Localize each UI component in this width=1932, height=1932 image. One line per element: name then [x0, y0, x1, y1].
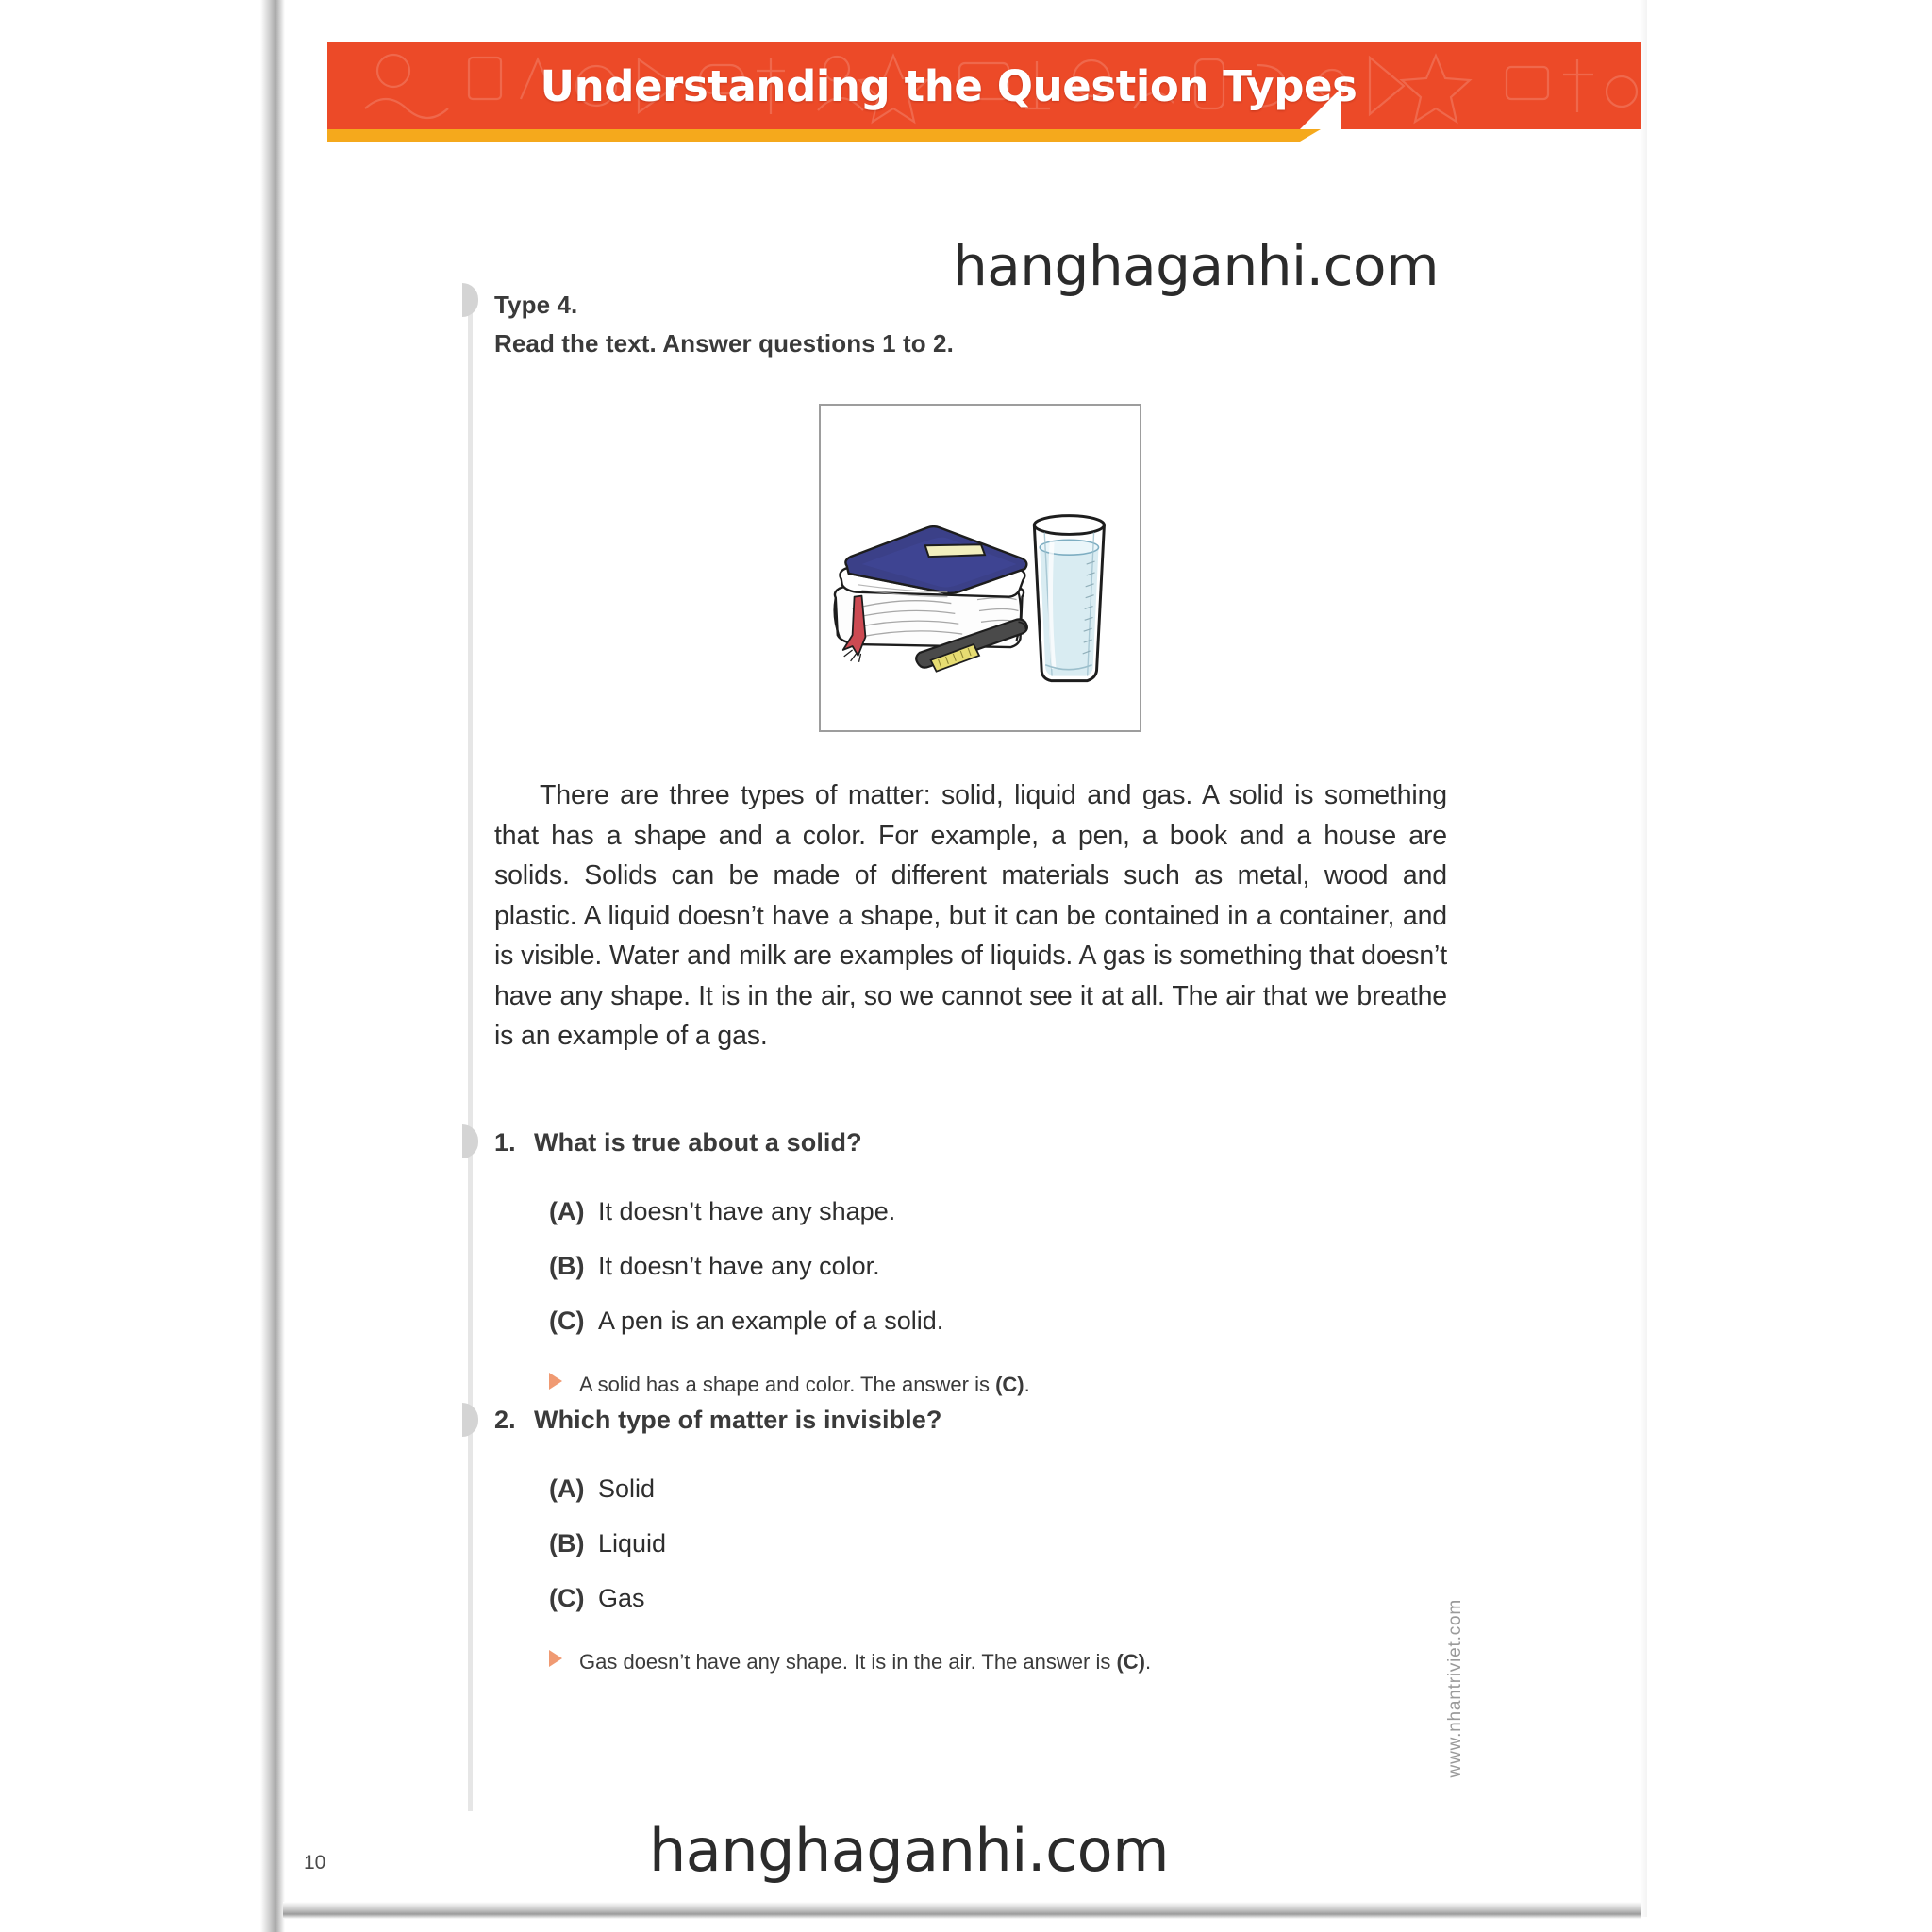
option-c-text: A pen is an example of a solid. [598, 1307, 944, 1335]
option-b[interactable] [549, 1522, 1447, 1565]
option-c-key: (C) [549, 1307, 585, 1335]
question-2-title [494, 1406, 1447, 1435]
question-1-explanation [494, 1369, 1447, 1401]
question-1-text: What is true about a solid? [534, 1128, 862, 1157]
option-b[interactable] [549, 1244, 1447, 1288]
glass-of-water-icon [1034, 516, 1104, 681]
question-2-answer-key: (C) [1116, 1650, 1146, 1674]
type-heading-block [494, 286, 954, 363]
watermark-bottom: hanghaganhi.com [649, 1816, 1170, 1885]
option-a-text: It doesn’t have any shape. [598, 1197, 896, 1225]
question-1-number: 1. [494, 1128, 516, 1157]
section-tab-q2 [462, 1403, 478, 1437]
question-1-options [494, 1190, 1447, 1342]
books-and-glass-illustration [821, 406, 1140, 730]
question-1-explanation-text: A solid has a shape and color. The answer is (C). [579, 1373, 1030, 1396]
question-1-answer-key: (C) [995, 1373, 1024, 1396]
type-label: Type 4. [494, 291, 578, 319]
option-c[interactable] [549, 1576, 1447, 1620]
question-1 [494, 1128, 1447, 1401]
question-2-explanation [494, 1646, 1447, 1678]
page-title: Understanding the Question Types [540, 60, 1357, 111]
question-2-options [494, 1467, 1447, 1620]
section-tab-q1 [462, 1124, 478, 1158]
option-a-key: (A) [549, 1474, 585, 1503]
triangle-bullet-icon [549, 1650, 562, 1667]
option-a[interactable] [549, 1190, 1447, 1233]
question-2-explanation-text: Gas doesn’t have any shape. It is in the air. The answer is (C). [579, 1650, 1152, 1674]
triangle-bullet-icon [549, 1373, 562, 1390]
option-a-key: (A) [549, 1197, 585, 1225]
passage-figure [819, 404, 1141, 732]
option-b-key: (B) [549, 1529, 585, 1557]
option-a-text: Solid [598, 1474, 656, 1503]
option-c[interactable] [549, 1299, 1447, 1342]
option-c-text: Gas [598, 1584, 645, 1612]
reading-passage: There are three types of matter: solid, liquid and gas. A solid is something that has a shape and a color. For example, a pen, a book and a house are solids. Solids can be made of different materials such as metal, wood and plastic. A liquid doesn’t have a shape, but it can be contained in a container, and is visible. Water and milk are examples of liquids. A gas is something that doesn’t have any shape. It is in the air, so we cannot see it at all. The air that we breathe is an example of a gas. [494, 780, 1447, 1051]
publisher-url: www.nhantriviet.com [1445, 1599, 1465, 1778]
option-b-key: (B) [549, 1252, 585, 1280]
option-b-text: It doesn’t have any color. [598, 1252, 880, 1280]
section-tab-type [462, 283, 478, 317]
question-2 [494, 1406, 1447, 1678]
type-instruction: Read the text. Answer questions 1 to 2. [494, 329, 954, 358]
question-2-text: Which type of matter is invisible? [534, 1406, 942, 1434]
page-spine-shadow [260, 0, 285, 1932]
page-number: 10 [304, 1852, 326, 1874]
option-a[interactable] [549, 1467, 1447, 1510]
section-rail-q2 [468, 1406, 473, 1811]
question-2-number: 2. [494, 1406, 516, 1434]
watermark-top: hanghaganhi.com [953, 234, 1439, 298]
question-1-title [494, 1128, 1447, 1158]
option-c-key: (C) [549, 1584, 585, 1612]
option-b-text: Liquid [598, 1529, 667, 1557]
